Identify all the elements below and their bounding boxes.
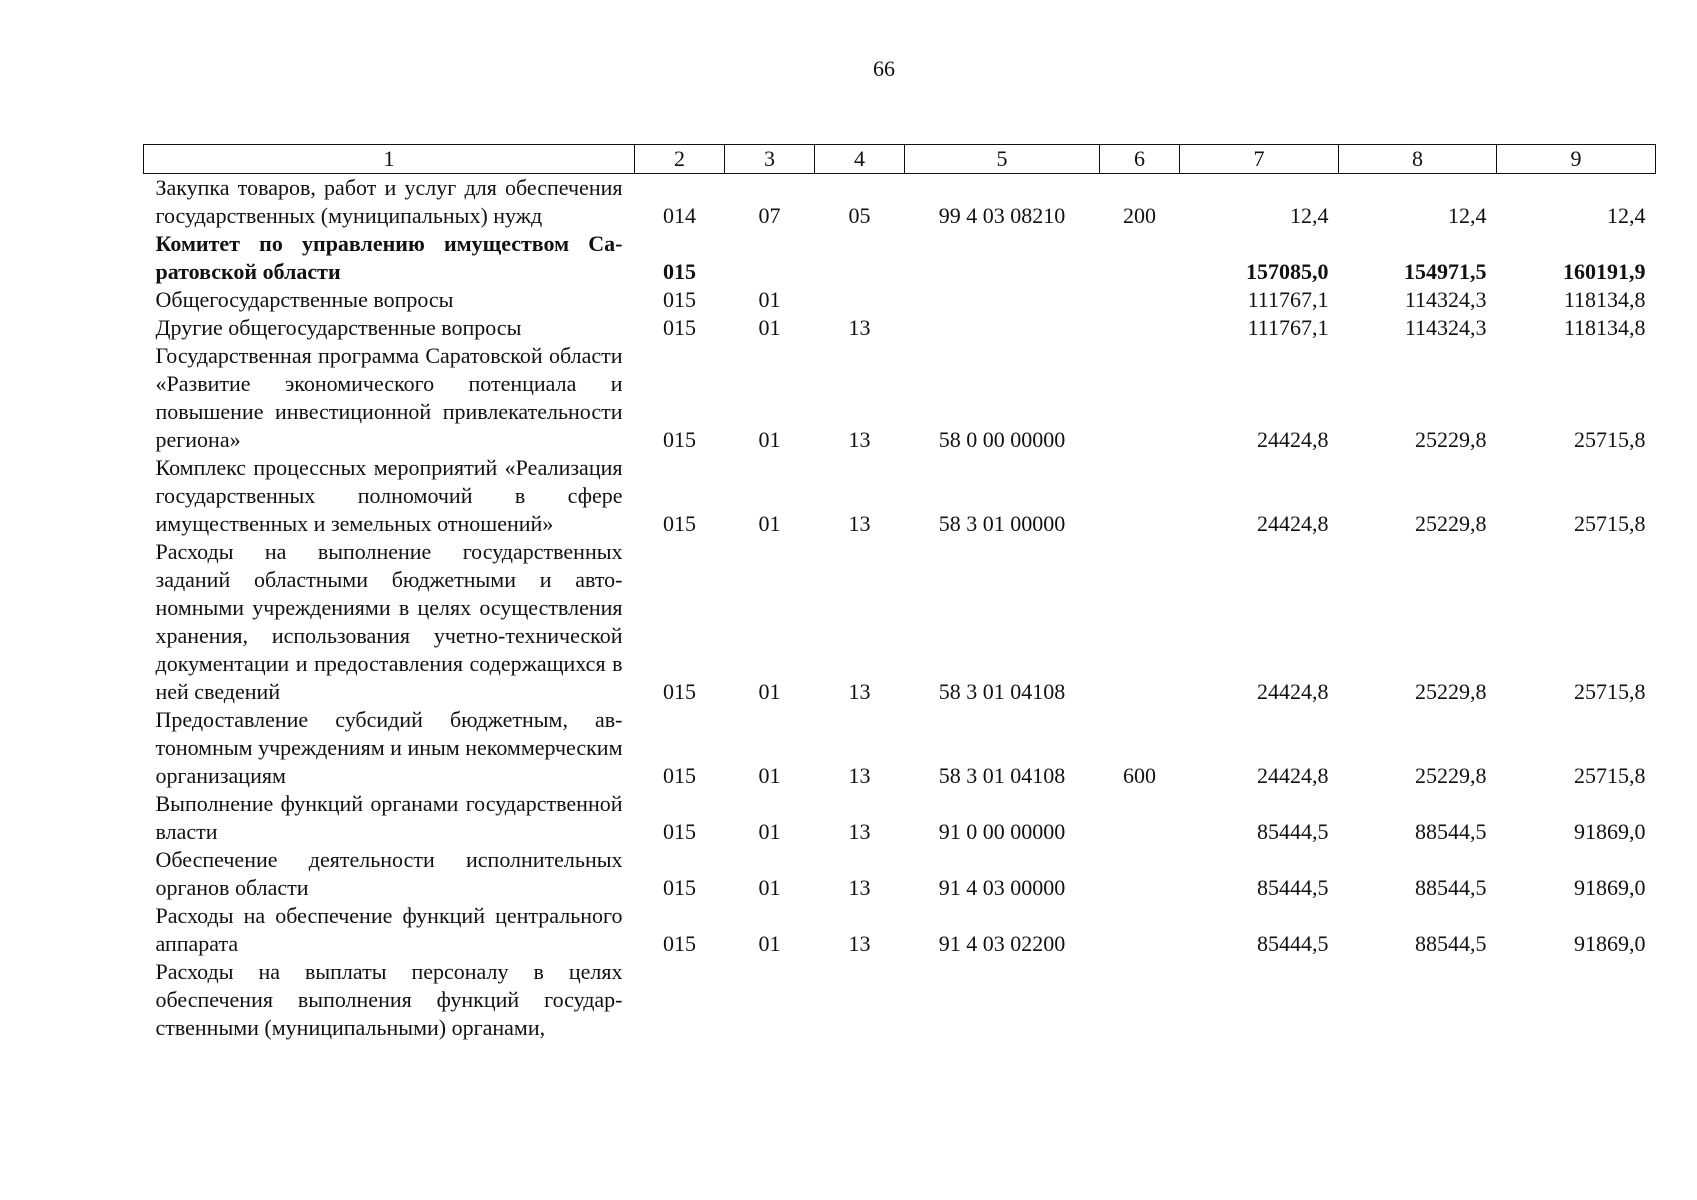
admin-code-cell: 015 [663,931,696,956]
row-name-cell: Выполнение функций органами государственной власти [155,791,623,844]
row-name-cell: Закупка товаров, работ и услуг для обеспечения государственных (муниципальных) нужд [155,175,623,228]
amount-col7-cell [1180,958,1339,1042]
section-code-cell: 01 [758,315,781,340]
amount-col9-cell: 118134,8 [1563,287,1646,312]
target-article-cell: 91 0 00 00000 [938,819,1066,844]
table-row [144,286,1656,314]
target-article-cell: 58 3 01 00000 [938,511,1066,536]
section-code-cell: 01 [758,763,781,788]
column-header-4: 4 [815,145,905,174]
target-article-cell [905,286,1100,314]
column-header-3: 3 [725,145,815,174]
amount-col8-cell: 88544,5 [1415,875,1487,900]
target-article-cell [905,314,1100,342]
amount-col9-cell: 91869,0 [1574,875,1646,900]
column-header-7: 7 [1180,145,1339,174]
row-name-cell: Комитет по управлению имуществом Саратовской области [155,231,623,284]
amount-col9-cell: 25715,8 [1574,679,1646,704]
row-name-cell: Комплекс процессных мероприятий «Реализация государственных полномочий в сфере имущественных и земельных отношений» [155,455,623,536]
section-code-cell: 01 [758,511,781,536]
table-row [144,958,1656,1042]
amount-col8-cell: 88544,5 [1415,819,1487,844]
subsection-code-cell: 05 [848,203,871,228]
target-article-cell: 58 3 01 04108 [938,763,1066,788]
subsection-code-cell: 13 [848,679,871,704]
amount-col9-cell: 12,4 [1607,203,1646,228]
expense-type-cell [1100,846,1180,902]
expense-type-cell: 600 [1123,763,1156,788]
amount-col7-cell: 24424,8 [1257,679,1329,704]
section-code-cell [725,958,815,1042]
amount-col7-cell: 24424,8 [1257,511,1329,536]
subsection-code-cell: 13 [848,819,871,844]
expense-type-cell [1100,286,1180,314]
subsection-code-cell: 13 [848,427,871,452]
admin-code-cell: 015 [663,427,696,452]
amount-col8-cell: 114324,3 [1404,287,1487,312]
row-name-cell: Расходы на обеспечение функций центрального аппарата [155,903,623,956]
admin-code-cell: 015 [663,875,696,900]
table-row [144,902,1656,958]
expense-type-cell [1100,902,1180,958]
amount-col8-cell: 154971,5 [1404,259,1487,284]
target-article-cell: 91 4 03 02200 [938,931,1066,956]
table-row [144,230,1656,286]
amount-col9-cell: 25715,8 [1574,763,1646,788]
subsection-code-cell [815,230,905,286]
subsection-code-cell: 13 [848,315,871,340]
section-code-cell: 01 [758,287,781,312]
column-header-6: 6 [1100,145,1180,174]
target-article-cell: 91 4 03 00000 [938,875,1066,900]
amount-col9-cell: 25715,8 [1574,511,1646,536]
amount-col8-cell: 88544,5 [1415,931,1487,956]
target-article-cell [905,230,1100,286]
section-code-cell: 01 [758,679,781,704]
amount-col9-cell: 91869,0 [1574,819,1646,844]
amount-col7-cell: 111767,1 [1247,315,1329,340]
section-code-cell: 01 [758,427,781,452]
table-body [144,174,1656,1043]
table-row [144,314,1656,342]
expense-type-cell: 200 [1123,203,1156,228]
amount-col8-cell [1339,958,1497,1042]
target-article-cell: 58 0 00 00000 [938,427,1066,452]
row-name-cell: Обеспечение деятельности исполнительных органов области [155,847,623,900]
admin-code-cell: 015 [663,819,696,844]
amount-col7-cell: 12,4 [1290,203,1329,228]
column-header-8: 8 [1339,145,1497,174]
amount-col7-cell: 85444,5 [1257,931,1329,956]
admin-code-cell: 015 [663,511,696,536]
admin-code-cell: 015 [663,287,696,312]
target-article-cell: 99 4 03 08210 [938,203,1066,228]
expense-type-cell [1100,314,1180,342]
column-header-5: 5 [905,145,1100,174]
subsection-code-cell: 13 [848,511,871,536]
row-name-cell: Предоставление субсидий бюджетным, автономным учреждениям и иным некоммерческим организациям [155,707,623,788]
subsection-code-cell: 13 [848,763,871,788]
amount-col7-cell: 24424,8 [1257,763,1329,788]
amount-col9-cell: 118134,8 [1563,315,1646,340]
admin-code-cell: 015 [663,259,696,284]
amount-col7-cell: 111767,1 [1247,287,1329,312]
subsection-code-cell [815,286,905,314]
target-article-cell [905,958,1100,1042]
amount-col9-cell [1497,958,1656,1042]
column-header-9: 9 [1497,145,1656,174]
amount-col9-cell: 91869,0 [1574,931,1646,956]
table-row [144,454,1656,538]
amount-col8-cell: 25229,8 [1415,763,1487,788]
admin-code-cell: 015 [663,679,696,704]
expense-type-cell [1100,230,1180,286]
amount-col7-cell: 157085,0 [1246,259,1329,284]
admin-code-cell: 015 [663,315,696,340]
admin-code-cell: 014 [663,203,696,228]
amount-col8-cell: 25229,8 [1415,427,1487,452]
amount-col8-cell: 114324,3 [1404,315,1487,340]
page-number: 66 [873,56,895,81]
amount-col9-cell: 160191,9 [1563,259,1646,284]
admin-code-cell: 015 [663,763,696,788]
subsection-code-cell: 13 [848,875,871,900]
admin-code-cell [635,958,725,1042]
table-row [144,846,1656,902]
expense-type-cell [1100,342,1180,454]
section-code-cell: 01 [758,819,781,844]
row-name-cell: Расходы на выплаты персоналу в целях обеспечения выполнения функций государственными (муниципальными) органами, [155,959,623,1040]
amount-col7-cell: 24424,8 [1257,427,1329,452]
expense-type-cell [1100,538,1180,706]
subsection-code-cell [815,958,905,1042]
amount-col7-cell: 85444,5 [1257,819,1329,844]
row-name-cell: Общегосударственные вопросы [155,287,454,312]
table-header-row [144,145,1656,174]
section-code-cell [725,230,815,286]
table-row [144,174,1656,231]
budget-table [143,144,1656,1042]
table-row [144,538,1656,706]
expense-type-cell [1100,958,1180,1042]
amount-col8-cell: 25229,8 [1415,679,1487,704]
amount-col8-cell: 12,4 [1448,203,1487,228]
column-header-1: 1 [144,145,635,174]
subsection-code-cell: 13 [848,931,871,956]
amount-col8-cell: 25229,8 [1415,511,1487,536]
section-code-cell: 01 [758,875,781,900]
amount-col7-cell: 85444,5 [1257,875,1329,900]
column-header-2: 2 [635,145,725,174]
table-row [144,706,1656,790]
expense-type-cell [1100,790,1180,846]
amount-col9-cell: 25715,8 [1574,427,1646,452]
row-name-cell: Другие общегосударственные вопросы [155,315,522,340]
section-code-cell: 07 [758,203,781,228]
row-name-cell: Государственная программа Саратовской области «Развитие экономического потенциала и повышение инвестиционной привлекательности региона» [155,343,623,452]
section-code-cell: 01 [758,931,781,956]
target-article-cell: 58 3 01 04108 [938,679,1066,704]
table-row [144,790,1656,846]
table-row [144,342,1656,454]
row-name-cell: Расходы на выполнение государственных заданий областными бюджетными и автономными учреждениями в целях осуществления хранения, использования учетно-технической документации и предоставления содержащихся в ней сведений [155,539,623,704]
expense-type-cell [1100,454,1180,538]
